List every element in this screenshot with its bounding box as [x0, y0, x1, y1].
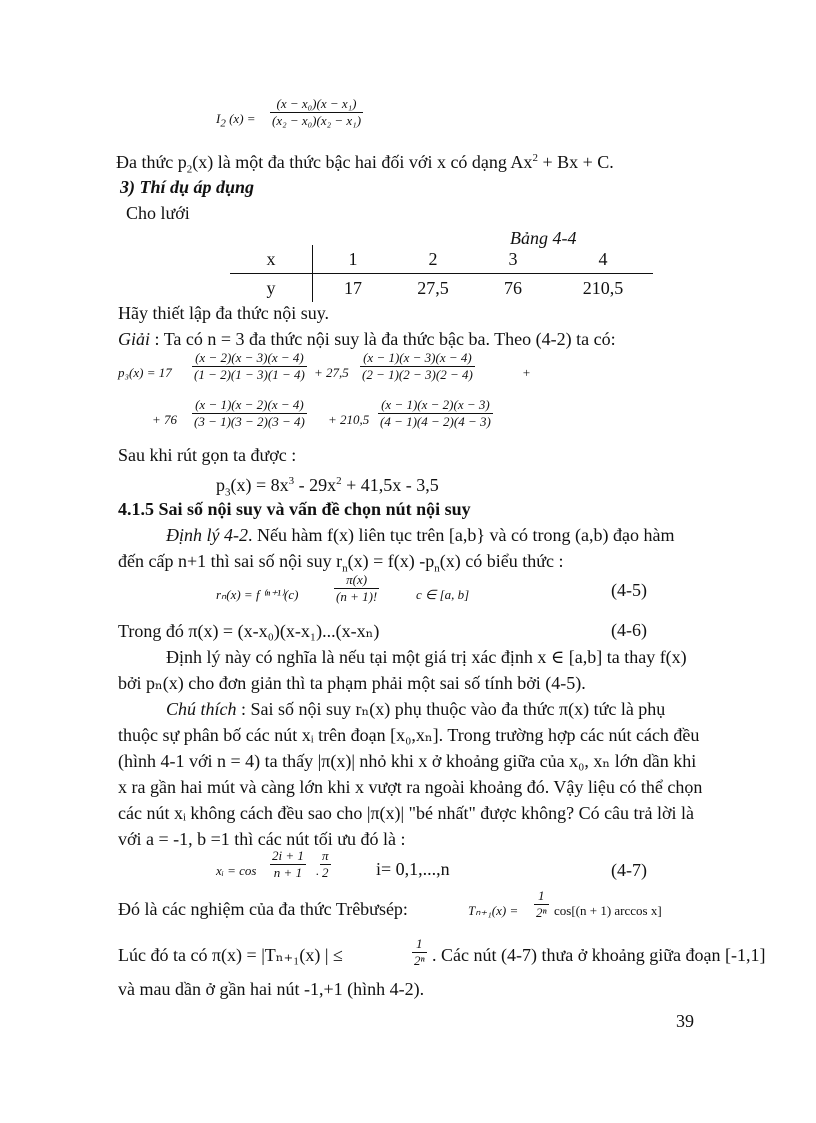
equation-4-7: [216, 848, 516, 888]
theorem-label: Định lý 4-2: [166, 525, 248, 545]
p3-t4-num: (x − 1)(x − 2)(x − 3): [378, 397, 493, 414]
cheb-den: 2ⁿ: [536, 905, 547, 920]
simplify-line: Sau khi rút gọn ta được :: [118, 445, 297, 465]
section-3-title: 3) Thí dụ áp dụng: [120, 177, 255, 197]
table-x-label: x: [230, 245, 313, 274]
table-cell: 2: [393, 245, 473, 274]
p3-c3: + 76: [152, 412, 178, 427]
eq45-den: (n + 1)!: [336, 589, 378, 604]
th2-b: (x) = f(x) -p: [347, 551, 435, 571]
formula-l2-fraction: [270, 96, 363, 129]
grid-intro: Cho lưới: [126, 203, 190, 223]
th2-c: (x) có biểu thức :: [439, 551, 564, 571]
note-line3: (hình 4-1 với n = 4) ta thấy |π(x)| nhỏ khi x ở khoảng giữa của x₀, xₙ lớn dần khi: [118, 751, 697, 771]
table-cell: 17: [344, 277, 362, 298]
th2-sub2: n: [434, 562, 440, 575]
eq45-num: π(x): [334, 572, 379, 589]
solution-line: [118, 328, 616, 350]
cheb-rhs: cos[(n + 1) arccos x]: [554, 903, 662, 918]
eq47-lhs: xᵢ = cos: [216, 863, 257, 878]
page-number: 39: [676, 1011, 694, 1031]
theorem-line1: [166, 524, 674, 546]
p3r-c: - 29x: [294, 475, 337, 495]
p2-text-a: Đa thức p: [116, 152, 187, 172]
table-cell: 3: [473, 245, 553, 274]
p3-plus-end: +: [522, 365, 531, 380]
p2-sub: 2: [186, 163, 193, 176]
bound-b: . Các nút (4-7) thưa ở khoảng giữa đoạn [-1,1]: [432, 945, 766, 965]
p3-c2: + 27,5: [314, 365, 349, 380]
p3-formula-line1: [118, 350, 538, 390]
note-line1-text: : Sai số nội suy rₙ(x) phụ thuộc vào đa thức π(x) tức là phụ: [236, 699, 666, 719]
p3r-sup1: 3: [288, 475, 295, 487]
note-line5: các nút xᵢ không cách đều sao cho |π(x)| "bé nhất" được không? Có câu trả lời là: [118, 803, 695, 823]
bound-den: 2ⁿ: [414, 953, 425, 968]
chebyshev-line: Đó là các nghiệm của đa thức Trêbưsép:: [118, 899, 408, 919]
th2-a: đến cấp n+1 thì sai số nội suy r: [118, 551, 343, 571]
equation-4-6: Trong đó π(x) = (x-x₀)(x-x₁)...(x-xₙ): [118, 621, 380, 641]
note-line2: thuộc sự phân bố các nút xᵢ trên đoạn [x₀,xₙ]. Trong trường hợp các nút cách đều: [118, 725, 700, 745]
note-line4: x ra gần hai mút và càng lớn khi x vượt ra ngoài khoảng đó. Vậy liệu có thể chọn: [118, 777, 703, 797]
section-4-1-5-title: 4.1.5 Sai số nội suy và vấn đề chọn nút nội suy: [118, 499, 471, 519]
cheb-fraction: [534, 888, 549, 921]
p3-t2-num: (x − 1)(x − 3)(x − 4): [360, 350, 475, 367]
p3-term4: [378, 397, 493, 430]
table-row-y: [230, 274, 653, 303]
table-row-x: [230, 245, 653, 274]
equation-number-4-7: (4-7): [611, 860, 647, 880]
chebyshev-formula: [468, 888, 688, 928]
eq47-dot: .: [316, 863, 320, 878]
cheb-num: 1: [534, 888, 549, 905]
p3r-sub: 3: [225, 486, 231, 499]
eq47-pi-den: 2: [322, 865, 329, 880]
p2-sup: 2: [532, 152, 538, 164]
bound-line: [118, 936, 766, 976]
eq47-pi-num: π: [322, 848, 329, 863]
table-cell: 76: [504, 277, 522, 298]
p3-t4-den: (4 − 1)(4 − 2)(4 − 3): [380, 414, 491, 429]
eq47-num: 2i + 1: [272, 848, 304, 863]
l2-denominator: (x₂ − x₀)(x₂ − x₁): [272, 113, 362, 128]
equation-4-5: [216, 572, 516, 612]
p3-c4: + 210,5: [328, 412, 370, 427]
l2-numerator: (x − x₀)(x − x₁): [270, 96, 363, 113]
table-cell: 1: [313, 245, 394, 274]
eq45-lhs: rₙ(x) = f ⁽ⁿ⁺¹⁾(c): [216, 587, 299, 602]
l2-lhs-arg: (x) =: [229, 111, 256, 126]
last-line: và mau dần ở gần hai nút -1,+1 (hình 4-2).: [118, 979, 425, 999]
p3-term3: [192, 397, 307, 430]
equation-number-4-5: (4-5): [611, 580, 647, 600]
meaning-line2: bởi pₙ(x) cho đơn giản thì ta phạm phải một sai số tính bởi (4-5).: [118, 673, 586, 693]
note-line1: [166, 698, 665, 720]
eq47-pi-fraction: [320, 848, 331, 881]
p3-t3-num: (x − 1)(x − 2)(x − 4): [192, 397, 307, 414]
p3-formula-line2: [152, 397, 532, 437]
theorem-line1-text: . Nếu hàm f(x) liên tục trên [a,b} và có trong (a,b) đạo hàm: [247, 525, 675, 545]
p3r-sup2: 2: [336, 475, 342, 487]
bound-a: Lúc đó ta có π(x) = |Tₙ₊₁(x) | ≤: [118, 945, 343, 965]
solution-text: : Ta có n = 3 đa thức nội suy là đa thức bậc ba. Theo (4-2) ta có:: [150, 329, 616, 349]
p3r-a: p: [216, 475, 225, 495]
eq47-range: i= 0,1,...,n: [376, 859, 450, 879]
note-label: Chú thích: [166, 699, 237, 719]
task-line: Hãy thiết lập đa thức nội suy.: [118, 303, 330, 323]
equation-number-4-6: (4-6): [611, 620, 647, 640]
p3-t3-den: (3 − 1)(3 − 2)(3 − 4): [194, 414, 305, 429]
l2-lhs-sub: 2: [220, 117, 226, 130]
p3r-b: (x) = 8x: [230, 475, 289, 495]
p3-t1-den: (1 − 2)(1 − 3)(1 − 4): [194, 367, 305, 382]
p3-t1-num: (x − 2)(x − 3)(x − 4): [192, 350, 307, 367]
bound-num: 1: [412, 936, 427, 953]
p2-text-b: (x) là một đa thức bậc hai đối với x có dạng Ax: [192, 152, 533, 172]
p3-term1: [192, 350, 307, 383]
p3-term2: [360, 350, 475, 383]
table-y-label: y: [230, 274, 313, 303]
data-table: [230, 245, 653, 302]
p3-lhs: p₃(x) = 17: [118, 365, 172, 380]
cheb-lhs: Tₙ₊₁(x) =: [468, 903, 519, 918]
eq45-cond: c ∈ [a, b]: [416, 587, 470, 602]
p3r-d: + 41,5x - 3,5: [341, 475, 439, 495]
table-cell: 27,5: [417, 277, 449, 298]
table-cell: 210,5: [582, 277, 624, 298]
p2-text-c: + Bx + C.: [537, 152, 614, 172]
solution-label: Giải: [118, 329, 151, 349]
bound-fraction: [412, 936, 427, 969]
table-caption: Bảng 4-4: [510, 228, 577, 248]
eq47-fraction: [270, 848, 306, 881]
eq47-den: n + 1: [273, 865, 303, 880]
eq45-fraction: [334, 572, 379, 605]
meaning-line1: Định lý này có nghĩa là nếu tại một giá trị xác định x ∈ [a,b] ta thay f(x): [166, 647, 687, 667]
note-line6: với a = -1, b =1 thì các nút tối ưu đó là :: [118, 829, 406, 849]
th2-sub1: n: [342, 562, 348, 575]
l2-lhs-name: I: [216, 111, 221, 126]
table-cell: 4: [553, 245, 653, 274]
p3-t2-den: (2 − 1)(2 − 3)(2 − 4): [362, 367, 473, 382]
